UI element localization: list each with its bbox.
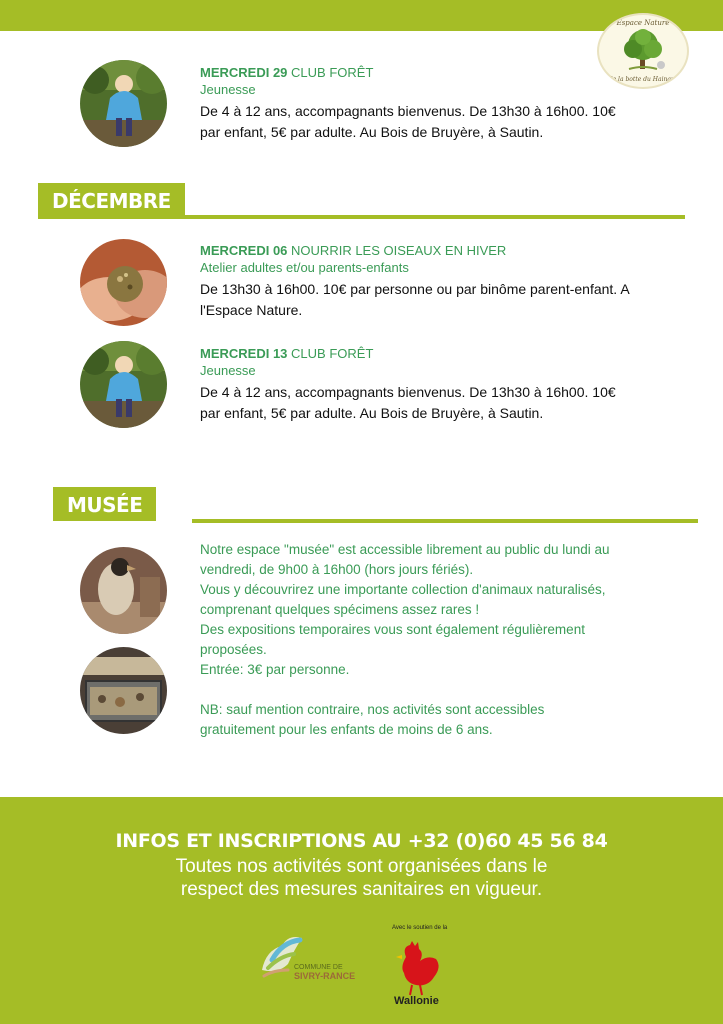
footer: [0, 797, 723, 1024]
event-photo-bird-feed: [80, 239, 167, 326]
wallonie-support-text: Avec le soutien de la: [392, 925, 448, 931]
event-description: [200, 101, 670, 143]
museum-photo-bird: [80, 547, 167, 634]
wallonie-name: Wallonie: [394, 995, 439, 1007]
museum-note-line: gratuitement pour les enfants de moins de 6 ans.: [200, 722, 493, 737]
commune-name: SIVRY-RANCE: [294, 971, 356, 981]
event-day: MERCREDI 13: [200, 346, 288, 361]
museum-text-line: Notre espace "musée" est accessible librement au public du lundi au: [200, 542, 610, 557]
child-in-forest-photo: [80, 341, 167, 428]
sivry-rance-logo: [258, 930, 358, 990]
sivry-rance-text: [294, 964, 355, 982]
bird-seed-ball-photo: [80, 239, 167, 326]
museum-text-line: Des expositions temporaires vous sont également régulièrement: [200, 622, 585, 637]
spacer: [200, 680, 680, 700]
museum-text-line: proposées.: [200, 642, 267, 657]
event-photo-child-forest: [80, 341, 167, 428]
event-audience: Atelier adultes et/ou parents-enfants: [200, 260, 409, 275]
commune-label: COMMUNE DE: [294, 964, 343, 971]
museum-text-line: vendredi, de 9h00 à 16h00 (hors jours fériés).: [200, 562, 474, 577]
event-title: [200, 242, 670, 259]
event-day: MERCREDI 29: [200, 65, 288, 80]
museum-price: Entrée: 3€ par personne.: [200, 662, 350, 677]
event-audience: Jeunesse: [200, 363, 256, 378]
section-divider: [192, 519, 698, 523]
museum-photo-display: [80, 647, 167, 734]
stuffed-bird-photo: [80, 547, 167, 634]
event-name: NOURRIR LES OISEAUX EN HIVER: [291, 243, 507, 258]
event-audience: Jeunesse: [200, 82, 256, 97]
section-header-december: [38, 183, 685, 217]
event-description-line: par enfant, 5€ par adulte. Au Bois de Bruyère, à Sautin.: [200, 405, 544, 421]
child-in-forest-photo: [80, 60, 167, 147]
event-description: [200, 382, 670, 424]
museum-text-line: comprenant quelques spécimens assez rares !: [200, 602, 480, 617]
event-description: [200, 279, 670, 321]
museum-description: [200, 540, 680, 740]
event-description-line: l'Espace Nature.: [200, 302, 303, 318]
rooster-icon: [388, 937, 448, 997]
event-photo-child-forest: [80, 60, 167, 147]
event-description-line: De 13h30 à 16h00. 10€ par personne ou par binôme parent-enfant. A: [200, 281, 630, 297]
sanitary-note-line: respect des mesures sanitaires en vigueur.: [180, 879, 543, 900]
event-club-foret-13: [200, 345, 670, 424]
museum-text-line: Vous y découvrirez une importante collection d'animaux naturalisés,: [200, 582, 606, 597]
wallonie-logo: [388, 925, 448, 1010]
section-title: DÉCEMBRE: [38, 183, 185, 217]
event-description-line: par enfant, 5€ par adulte. Au Bois de Bruyère, à Sautin.: [200, 124, 544, 140]
event-name: CLUB FORÊT: [291, 65, 374, 80]
contact-info: INFOS ET INSCRIPTIONS AU +32 (0)60 45 56 84: [115, 830, 608, 852]
event-nourrir-oiseaux: [200, 242, 670, 321]
event-title: [200, 345, 670, 362]
museum-note-line: NB: sauf mention contraire, nos activités sont accessibles: [200, 702, 545, 717]
event-name: CLUB FORÊT: [291, 346, 374, 361]
event-description-line: De 4 à 12 ans, accompagnants bienvenus. De 13h30 à 16h00. 10€: [200, 384, 616, 400]
event-club-foret-29: [200, 64, 670, 143]
event-description-line: De 4 à 12 ans, accompagnants bienvenus. De 13h30 à 16h00. 10€: [200, 103, 616, 119]
logo-title: Espace Nature: [616, 19, 670, 27]
sanitary-note: [0, 855, 723, 901]
logo-subtitle: de la botte du Hainaut: [608, 76, 678, 83]
event-title: [200, 64, 670, 81]
section-title: MUSÉE: [53, 487, 156, 521]
sanitary-note-line: Toutes nos activités sont organisées dans le: [175, 856, 548, 877]
museum-display-case-photo: [80, 647, 167, 734]
event-day: MERCREDI 06: [200, 243, 288, 258]
section-divider: [38, 215, 685, 219]
section-header-museum: [53, 487, 698, 521]
